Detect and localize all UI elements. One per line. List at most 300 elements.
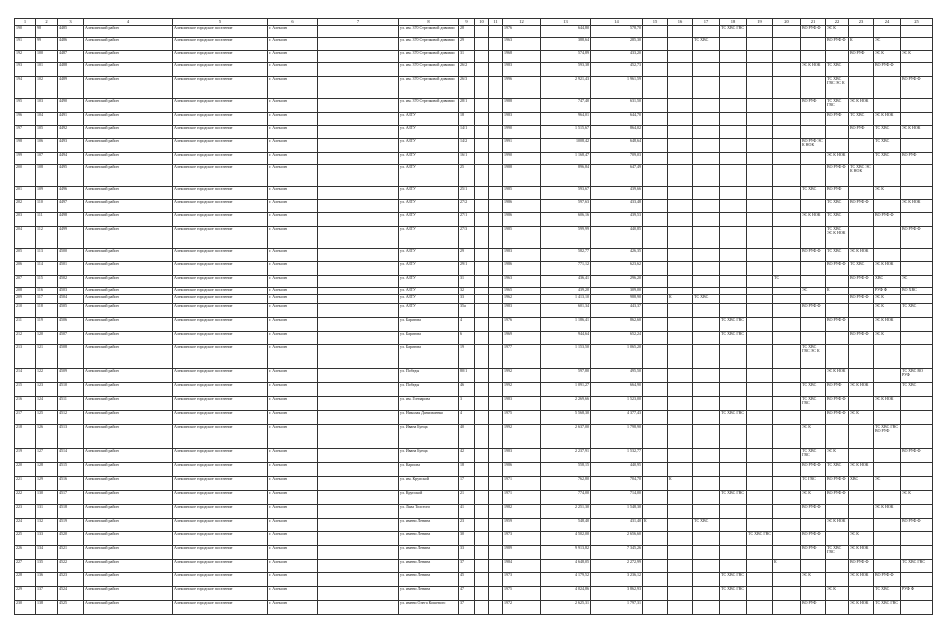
cell-col-16 [668,200,693,213]
cell-col-5: Алексинское городское поселение [173,249,268,262]
cell-col-1: 222 [15,491,36,505]
cell-col-11 [489,38,503,51]
cell-col-8: ул. им. Крупской [399,477,459,491]
cell-col-15 [643,99,668,113]
cell-col-17: ТС ХВС [693,519,720,532]
cell-col-17 [693,63,720,77]
cell-col-4: Алексинский район [84,449,173,463]
column-number-7: 7 [318,19,399,26]
cell-col-21: ТС ГВС [801,477,826,491]
cell-col-5: Алексинское городское поселение [173,383,268,397]
cell-col-4: Алексинский район [84,332,173,345]
cell-col-19 [747,153,773,165]
cell-col-12: 1983 [503,63,541,77]
column-number-10: 10 [475,19,489,26]
cell-col-8: ул. Баратова [399,332,459,345]
cell-col-15 [643,153,668,165]
cell-col-12: 1990 [503,153,541,165]
cell-col-2: 109 [36,187,58,200]
cell-col-15 [643,587,668,601]
column-number-24: 24 [874,19,901,26]
cell-col-22: ТС ХВС [826,213,849,227]
cell-col-21: ТС ХВС ГВС ЭС К [801,345,826,369]
cell-col-23: ТС ХВС [849,113,874,126]
cell-col-11 [489,449,503,463]
cell-col-13: 1 168,47 [541,153,591,165]
cell-col-2: 105 [36,126,58,139]
cell-col-11 [489,153,503,165]
cell-col-19 [747,63,773,77]
cell-col-25: ЭС К НОК [901,126,933,139]
cell-col-15 [643,345,668,369]
cell-col-19 [747,126,773,139]
cell-col-24 [874,463,901,477]
cell-col-12: 1973 [503,532,541,546]
cell-col-3: 4490 [58,99,84,113]
cell-col-25: ВО РУФ [901,153,933,165]
cell-col-7 [318,505,399,519]
cell-col-2: 124 [36,397,58,411]
cell-col-10 [475,573,489,587]
cell-col-2: 117 [36,295,58,304]
cell-col-19 [747,227,773,249]
cell-col-11 [489,587,503,601]
cell-col-10 [475,560,489,573]
cell-col-13: 2 251,30 [541,505,591,519]
table-row [15,276,933,288]
table-row [15,519,933,532]
cell-col-4: Алексинский район [84,295,173,304]
cell-col-10 [475,288,489,295]
cell-col-24 [874,369,901,383]
cell-col-14: 1 065,20 [591,345,643,369]
cell-col-21: ВО РУФ Ф [801,532,826,546]
cell-col-8: ул. АЗТУ [399,165,459,187]
cell-col-16 [668,587,693,601]
cell-col-2: 114 [36,262,58,276]
column-number-8: 8 [399,19,459,26]
cell-col-15 [643,491,668,505]
cell-col-18 [720,126,747,139]
cell-col-15 [643,288,668,295]
cell-col-18 [720,139,747,153]
cell-col-8: ул. имени Ленина [399,573,459,587]
cell-col-7 [318,262,399,276]
cell-col-14: 652,24 [591,332,643,345]
cell-col-25 [901,63,933,77]
cell-col-4: Алексинский район [84,63,173,77]
cell-col-15 [643,113,668,126]
cell-col-2: 119 [36,318,58,332]
cell-col-19 [747,601,773,615]
cell-col-8: ул. Карпова [399,463,459,477]
cell-col-8: ул. АЗТУ [399,295,459,304]
cell-col-13: 599,99 [541,227,591,249]
cell-col-3: 4525 [58,601,84,615]
cell-col-14: 988,90 [591,295,643,304]
cell-col-6: г. Алексин [268,77,318,99]
cell-col-14: 495,50 [591,369,643,383]
cell-col-8: ул. АЗТУ [399,262,459,276]
cell-col-10 [475,463,489,477]
cell-col-17 [693,187,720,200]
column-number-15: 15 [643,19,668,26]
cell-col-21 [801,318,826,332]
cell-col-4: Алексинский район [84,383,173,397]
table-row [15,288,933,295]
cell-col-2: 136 [36,573,58,587]
cell-col-5: Алексинское городское поселение [173,113,268,126]
cell-col-14: 433,48 [591,200,643,213]
cell-col-21: ВО РУФ [801,601,826,615]
cell-col-13: 2 637,00 [541,425,591,449]
cell-col-3: 4501 [58,262,84,276]
cell-col-15 [643,383,668,397]
cell-col-16 [668,51,693,63]
cell-col-4: Алексинский район [84,153,173,165]
cell-col-17 [693,113,720,126]
cell-col-16 [668,26,693,38]
cell-col-3: 4522 [58,560,84,573]
cell-col-12: 1965 [503,288,541,295]
cell-col-7 [318,304,399,318]
cell-col-1: 221 [15,477,36,491]
cell-col-8: ул. АЗТУ [399,113,459,126]
cell-col-23 [849,491,874,505]
cell-col-21: ВО РУФ Ф [801,249,826,262]
cell-col-6: г. Алексин [268,318,318,332]
cell-col-24: ЭС К НОК [874,318,901,332]
cell-col-3: 4488 [58,63,84,77]
cell-col-10 [475,383,489,397]
cell-col-6: г. Алексин [268,587,318,601]
cell-col-24 [874,532,901,546]
cell-col-1: 196 [15,113,36,126]
cell-col-2: 126 [36,425,58,449]
cell-col-10 [475,126,489,139]
cell-col-20 [773,332,801,345]
cell-col-13: 762,80 [541,477,591,491]
cell-col-21: ЭС К [801,425,826,449]
cell-col-23: ВО РУФ [849,51,874,63]
cell-col-13: 747,40 [541,99,591,113]
cell-col-6: г. Алексин [268,165,318,187]
cell-col-7 [318,165,399,187]
cell-col-19 [747,449,773,463]
table-row [15,477,933,491]
cell-col-8: ул. АЗТУ [399,139,459,153]
cell-col-22 [826,425,849,449]
cell-col-13: 4 179,52 [541,573,591,587]
cell-col-22: ВО РУФ Ф [826,38,849,51]
cell-col-2: 116 [36,288,58,295]
table-row [15,560,933,573]
cell-col-11 [489,532,503,546]
column-number-21: 21 [801,19,826,26]
cell-col-17 [693,200,720,213]
cell-col-19 [747,425,773,449]
cell-col-21: ВО РУФ Ф [801,26,826,38]
cell-col-24 [874,249,901,262]
cell-col-12: 1968 [503,51,541,63]
cell-col-10 [475,187,489,200]
cell-col-20 [773,369,801,383]
cell-col-3: 4500 [58,249,84,262]
cell-col-13: 2 269,66 [541,397,591,411]
cell-col-22: ТС ХВС [826,200,849,213]
column-number-18: 18 [720,19,747,26]
cell-col-13: 1008,42 [541,139,591,153]
cell-col-1: 225 [15,532,36,546]
cell-col-21 [801,227,826,249]
cell-col-22 [826,51,849,63]
cell-col-23: ЭС К [849,532,874,546]
cell-col-19 [747,295,773,304]
cell-col-5: Алексинское городское поселение [173,477,268,491]
table-row [15,153,933,165]
cell-col-19 [747,560,773,573]
cell-col-25 [901,99,933,113]
cell-col-4: Алексинский район [84,397,173,411]
cell-col-18 [720,532,747,546]
cell-col-4: Алексинский район [84,262,173,276]
cell-col-13: 2 625,31 [541,601,591,615]
cell-col-7 [318,51,399,63]
cell-col-13: 436,41 [541,276,591,288]
cell-col-16 [668,383,693,397]
cell-col-14: 704,70 [591,477,643,491]
cell-col-20: ТС [773,276,801,288]
cell-col-5: Алексинское городское поселение [173,26,268,38]
cell-col-14: 4 377,43 [591,411,643,425]
cell-col-18 [720,276,747,288]
cell-col-25 [901,397,933,411]
cell-col-11 [489,318,503,332]
cell-col-13: 1 091,27 [541,383,591,397]
cell-col-4: Алексинский район [84,227,173,249]
cell-col-10 [475,532,489,546]
cell-col-3: 4511 [58,397,84,411]
cell-col-8: ул. АЗТУ [399,187,459,200]
cell-col-24: ЭС К [874,295,901,304]
cell-col-23: ЭС К НОК [849,573,874,587]
cell-col-22: ВО РУФ Ф [826,477,849,491]
cell-col-21 [801,113,826,126]
cell-col-20 [773,318,801,332]
cell-col-10 [475,249,489,262]
cell-col-21: ВО РУФ Ф [801,463,826,477]
cell-col-11 [489,113,503,126]
cell-col-20 [773,113,801,126]
cell-col-23: ХВС [849,477,874,491]
cell-col-12: 1975 [503,587,541,601]
cell-col-2: 118 [36,304,58,318]
cell-col-21 [801,519,826,532]
cell-col-4: Алексинский район [84,77,173,99]
cell-col-3: 4513 [58,425,84,449]
table-row [15,26,933,38]
cell-col-19 [747,200,773,213]
cell-col-17 [693,318,720,332]
cell-col-18 [720,63,747,77]
table-row [15,200,933,213]
cell-col-18 [720,345,747,369]
cell-col-23 [849,227,874,249]
cell-col-5: Алексинское городское поселение [173,369,268,383]
cell-col-3: 4524 [58,587,84,601]
cell-col-2: 111 [36,213,58,227]
cell-col-23: ТС ХВС ЭС К НОК [849,165,874,187]
cell-col-7 [318,126,399,139]
cell-col-7 [318,153,399,165]
cell-col-10 [475,477,489,491]
cell-col-25 [901,318,933,332]
cell-col-15 [643,126,668,139]
cell-col-12: 1992 [503,425,541,449]
cell-col-6: г. Алексин [268,51,318,63]
cell-col-11 [489,601,503,615]
table-row [15,139,933,153]
cell-col-17 [693,227,720,249]
cell-col-8: ул. имени Олега Кошевого [399,601,459,615]
cell-col-15 [643,63,668,77]
cell-col-19 [747,519,773,532]
cell-col-19 [747,249,773,262]
cell-col-7 [318,573,399,587]
cell-col-13: 4 024,86 [541,587,591,601]
cell-col-1: 191 [15,38,36,51]
column-number-14: 14 [591,19,643,26]
cell-col-5: Алексинское городское поселение [173,318,268,332]
cell-col-21 [801,51,826,63]
cell-col-15 [643,26,668,38]
header-row [15,19,933,26]
table-row [15,213,933,227]
cell-col-21: ТС ХВС ГВС [801,449,826,463]
cell-col-19 [747,51,773,63]
cell-col-13: 601,34 [541,304,591,318]
table-row [15,249,933,262]
cell-col-10 [475,369,489,383]
cell-col-25: ТС ХВС [901,383,933,397]
cell-col-19: ТС ХВС ГВС [747,532,773,546]
cell-col-1: 207 [15,276,36,288]
cell-col-7 [318,113,399,126]
cell-col-1: 201 [15,187,36,200]
cell-col-17 [693,397,720,411]
cell-col-25 [901,38,933,51]
cell-col-17 [693,126,720,139]
cell-col-5: Алексинское городское поселение [173,601,268,615]
cell-col-16 [668,262,693,276]
cell-col-7 [318,397,399,411]
cell-col-20 [773,288,801,295]
cell-col-16 [668,345,693,369]
cell-col-12: 1983 [503,397,541,411]
cell-col-12: 1971 [503,491,541,505]
cell-col-21 [801,276,826,288]
cell-col-4: Алексинский район [84,425,173,449]
cell-col-1: 211 [15,318,36,332]
cell-col-14: 647,49 [591,165,643,187]
cell-col-18: ТС ХВС ГВС [720,411,747,425]
cell-col-17 [693,463,720,477]
cell-col-8: ул. Победы [399,383,459,397]
cell-col-20 [773,477,801,491]
table-row [15,546,933,560]
cell-col-5: Алексинское городское поселение [173,573,268,587]
cell-col-17 [693,573,720,587]
cell-col-8: ул. АЗТУ [399,288,459,295]
table-row [15,295,933,304]
cell-col-11 [489,51,503,63]
cell-col-14: 2 272,99 [591,560,643,573]
cell-col-15 [643,51,668,63]
cell-col-6: г. Алексин [268,249,318,262]
cell-col-11 [489,249,503,262]
cell-col-1: 224 [15,519,36,532]
cell-col-2: 101 [36,63,58,77]
cell-col-11 [489,560,503,573]
cell-col-22: ВО РУФ Ф [826,411,849,425]
cell-col-14: 664,90 [591,383,643,397]
cell-col-14: 862,60 [591,318,643,332]
cell-col-12: 1988 [503,165,541,187]
cell-col-13: 4 648,05 [541,560,591,573]
cell-col-7 [318,295,399,304]
cell-col-19 [747,262,773,276]
cell-col-21 [801,153,826,165]
cell-col-14: 439,53 [591,213,643,227]
cell-col-4: Алексинский район [84,519,173,532]
cell-col-3: 4494 [58,153,84,165]
cell-col-24: ЭС [874,38,901,51]
cell-col-3: 4499 [58,227,84,249]
cell-col-1: 195 [15,99,36,113]
cell-col-12: 1986 [503,262,541,276]
cell-col-14: 3 236,12 [591,573,643,587]
cell-col-7 [318,249,399,262]
cell-col-11 [489,213,503,227]
cell-col-23 [849,26,874,38]
cell-col-11 [489,369,503,383]
cell-col-20 [773,601,801,615]
cell-col-1: 200 [15,165,36,187]
cell-col-2: 131 [36,505,58,519]
cell-col-8: ул. имени Ленина [399,587,459,601]
cell-col-13: 644,80 [541,26,591,38]
cell-col-5: Алексинское городское поселение [173,153,268,165]
cell-col-9: 4 [459,318,475,332]
cell-col-3: 4485 [58,26,84,38]
cell-col-10 [475,425,489,449]
cell-col-2: 104 [36,113,58,126]
cell-col-16 [668,560,693,573]
cell-col-23: ЭС К НОК [849,463,874,477]
cell-col-5: Алексинское городское поселение [173,491,268,505]
cell-col-6: г. Алексин [268,139,318,153]
cell-col-21 [801,587,826,601]
cell-col-15 [643,262,668,276]
cell-col-18 [720,369,747,383]
column-number-2: 2 [36,19,58,26]
cell-col-15 [643,425,668,449]
cell-col-17 [693,332,720,345]
cell-col-17 [693,560,720,573]
cell-col-8: ул. им. Гончарова [399,397,459,411]
cell-col-16 [668,99,693,113]
cell-col-7 [318,139,399,153]
